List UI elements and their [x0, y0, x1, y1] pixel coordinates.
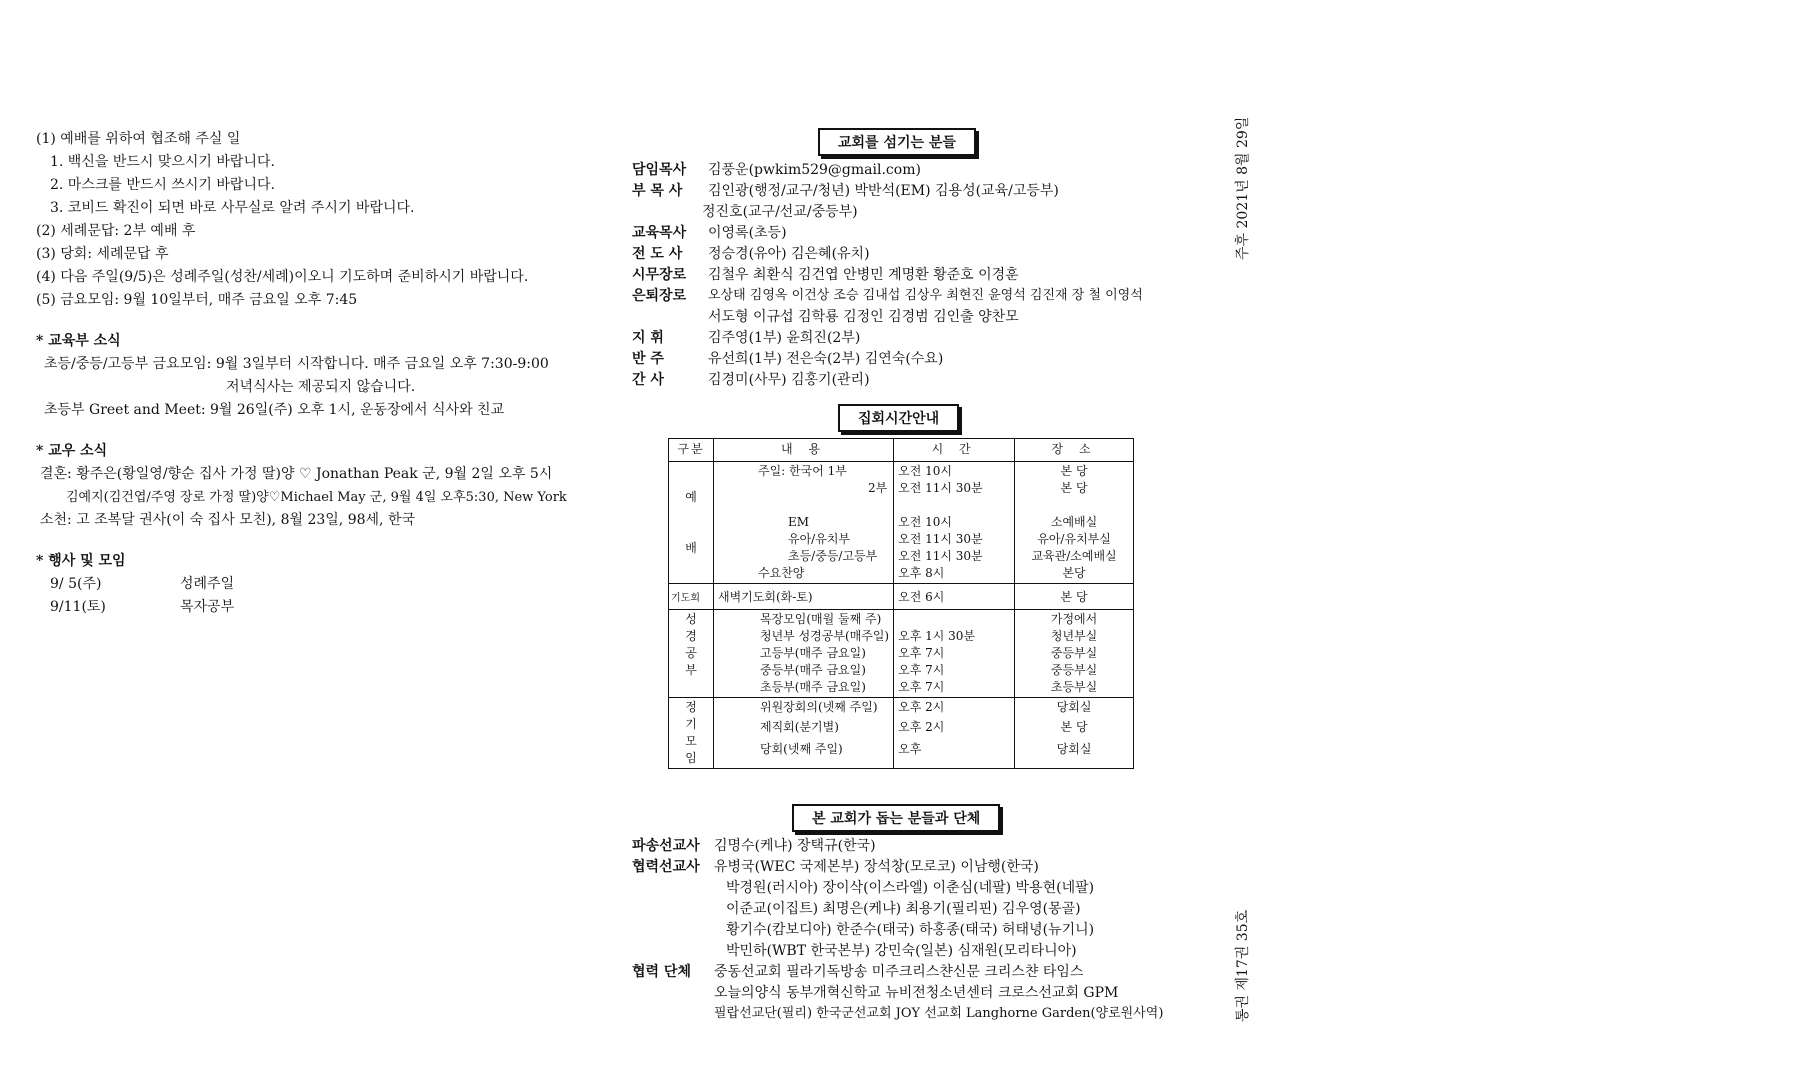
event-row [36, 573, 636, 596]
staff-names: 김주영(1부) 윤희진(2부) [708, 330, 861, 346]
staff-label: 지 휘 [632, 330, 664, 346]
staff-names: 김철우 최환식 김건엽 안병민 계명환 황준호 이경훈 [708, 267, 1019, 283]
staff-row [632, 328, 1192, 349]
category-cell: 기도회 [669, 584, 714, 610]
mission-row [632, 857, 1192, 878]
table-row [669, 610, 1134, 698]
education-title: * 교육부 소식 [36, 333, 121, 349]
table-row [669, 462, 1134, 584]
event-date: 9/ 5(주) [50, 576, 102, 592]
staff-names-cont: 정진호(교구/선교/중등부) [702, 204, 858, 220]
table-row [669, 584, 1134, 610]
mission-label: 파송선교사 [632, 838, 700, 854]
schedule-table [668, 438, 1134, 769]
time-cell: 오전 6시 [894, 584, 1015, 610]
mission-list [632, 836, 1192, 1025]
staff-names: 오상태 김영옥 이건상 조승 김내섭 김상우 최현진 윤영석 김진재 장 철 이영석 [708, 288, 1143, 303]
notice-item: (4) 다음 주일(9/5)은 성례주일(성찬/세례)이오니 기도하며 준비하시기 바랍니다. [36, 269, 529, 285]
place-cell: 본 당 본 당 소예배실 유아/유치부실 교육관/소예배실 본당 [1015, 462, 1134, 584]
staff-names: 김경미(사무) 김홍기(관리) [708, 372, 870, 388]
worship-item: 2. 마스크를 반드시 쓰시기 바랍니다. [50, 177, 275, 193]
column-header: 구분 [669, 439, 714, 462]
mission-names-cont: 이준교(이집트) 최명은(케냐) 최용기(필리핀) 김우영(몽골) [726, 901, 1081, 917]
staff-names: 김풍운(pwkim529@gmail.com) [708, 162, 921, 178]
mission-names: 중동선교회 필라기독방송 미주크리스챤신문 크리스챤 타임스 [714, 964, 1084, 980]
mission-label: 협력 단체 [632, 964, 691, 980]
mission-names: 유병국(WEC 국제본부) 장석창(모로코) 이남행(한국) [714, 859, 1039, 875]
mission-names-cont: 황기수(캄보디아) 한준수(태국) 하홍종(태국) 허태녕(뉴기니) [726, 922, 1095, 938]
staff-row [632, 370, 1192, 391]
staff-label: 담임목사 [632, 162, 687, 178]
staff-names-cont: 서도형 이규섭 김학룡 김정인 김경범 김인출 양찬모 [708, 309, 1019, 325]
education-item: 초등부 Greet and Meet: 9월 26일(주) 오후 1시, 운동장에서 식사와 친교 [44, 402, 505, 418]
place-cell: 본 당 [1015, 584, 1134, 610]
content-cell: 목장모임(매월 둘째 주) 청년부 성경공부(매주일) 고등부(매주 금요일) 중등부(매주 금요일) 초등부(매주 금요일) [714, 610, 894, 698]
notice-item: (5) 금요모임: 9월 10일부터, 매주 금요일 오후 7:45 [36, 292, 358, 308]
table-row [669, 698, 1134, 769]
staff-row [632, 181, 1192, 202]
worship-notice-title: (1) 예배를 위하여 협조해 주실 일 [36, 131, 241, 147]
staff-label: 반 주 [632, 351, 664, 367]
staff-row [632, 244, 1192, 265]
mission-names: 김명수(케냐) 장택규(한국) [714, 838, 876, 854]
event-row [36, 596, 636, 619]
column-header: 장 소 [1015, 439, 1134, 462]
mission-section-title: 본 교회가 돕는 분들과 단체 [792, 804, 1000, 832]
time-cell: 오후 2시 오후 2시 오후 [894, 698, 1015, 769]
mission-names-cont: 박경원(러시아) 장이삭(이스라엘) 이춘심(네팔) 박용현(네팔) [726, 880, 1095, 896]
events-title: * 행사 및 모임 [36, 553, 126, 569]
content-cell: 위원장회의(넷째 주일) 제직회(분기별) 당회(넷째 주일) [714, 698, 894, 769]
members-title: * 교우 소식 [36, 443, 108, 459]
staff-names: 이영록(초등) [708, 225, 787, 241]
category-cell: 예 배 [669, 462, 714, 584]
category-cell: 성 경 공 부 [669, 610, 714, 698]
time-cell: 오후 1시 30분 오후 7시 오후 7시 오후 7시 [894, 610, 1015, 698]
members-item: 김예지(김건엽/주영 장로 가정 딸)양♡Michael May 군, 9월 4일 오후5:30, New York [66, 490, 567, 505]
staff-names: 유선희(1부) 전은숙(2부) 김연숙(수요) [708, 351, 944, 367]
staff-list [632, 160, 1192, 391]
mission-names-cont: 필랍선교단(필리) 한국군선교회 JOY 선교회 Langhorne Garden(양로원사역) [714, 1006, 1164, 1021]
worship-item: 1. 백신을 반드시 맞으시기 바랍니다. [50, 154, 275, 170]
mission-names-cont: 오늘의양식 동부개혁신학교 뉴비전청소년센터 크로스선교회 GPM [714, 985, 1119, 1001]
mission-names-cont: 박민하(WBT 한국본부) 강민숙(일본) 심재원(모리타니아) [726, 943, 1077, 959]
staff-row [632, 160, 1192, 181]
worship-item: 3. 코비드 확진이 되면 바로 사무실로 알려 주시기 바랍니다. [50, 200, 415, 216]
place-cell: 가정에서 청년부실 중등부실 중등부실 초등부실 [1015, 610, 1134, 698]
staff-row [632, 349, 1192, 370]
staff-label: 시무장로 [632, 267, 687, 283]
place-cell: 당회실 본 당 당회실 [1015, 698, 1134, 769]
event-date: 9/11(토) [50, 599, 106, 615]
staff-label: 전 도 사 [632, 246, 683, 262]
staff-row [632, 223, 1192, 244]
issue-date: 주후 2021년 8월 29일 [1235, 116, 1251, 260]
content-cell: 새벽기도회(화-토) [714, 584, 894, 610]
members-item: 소천: 고 조복달 권사(이 숙 집사 모친), 8월 23일, 98세, 한국 [40, 512, 415, 528]
schedule-section-title: 집회시간안내 [838, 404, 959, 432]
mission-row [632, 836, 1192, 857]
education-item: 저녁식사는 제공되지 않습니다. [226, 379, 416, 395]
staff-row [632, 265, 1192, 286]
members-item: 결혼: 황주은(황일영/향순 집사 가정 딸)양 ♡ Jonathan Peak 군, 9월 2일 오후 5시 [40, 466, 553, 482]
content-cell: 주일: 한국어 1부 2부 EM 유아/유치부 초등/중등/고등부 수요찬양 [714, 462, 894, 584]
staff-label: 간 사 [632, 372, 664, 388]
time-cell: 오전 10시 오전 11시 30분 오전 10시 오전 11시 30분 오전 11시 30분 오후 8시 [894, 462, 1015, 584]
notice-item: (2) 세례문답: 2부 예배 후 [36, 223, 196, 239]
staff-names: 김인광(행정/교구/청년) 박반석(EM) 김용성(교육/고등부) [708, 183, 1059, 199]
column-header: 시 간 [894, 439, 1015, 462]
staff-names: 정승경(유아) 김은혜(유치) [708, 246, 870, 262]
staff-row [632, 286, 1192, 307]
education-item: 초등/중등/고등부 금요모임: 9월 3일부터 시작합니다. 매주 금요일 오후 7:30-9:00 [44, 356, 549, 372]
mission-row [632, 962, 1192, 983]
staff-label: 교육목사 [632, 225, 687, 241]
event-name: 성례주일 [180, 576, 235, 592]
issue-volume: 통권 제17권 35호 [1235, 909, 1251, 1022]
staff-section-title: 교회를 섬기는 분들 [818, 128, 976, 156]
category-cell: 정 기 모 임 [669, 698, 714, 769]
table-header-row [669, 439, 1134, 462]
announcements-column [36, 128, 636, 619]
notice-item: (3) 당회: 세례문답 후 [36, 246, 169, 262]
mission-label: 협력선교사 [632, 859, 700, 875]
event-name: 목자공부 [180, 599, 235, 615]
column-header: 내 용 [714, 439, 894, 462]
staff-label: 은퇴장로 [632, 288, 687, 304]
staff-label: 부 목 사 [632, 183, 683, 199]
